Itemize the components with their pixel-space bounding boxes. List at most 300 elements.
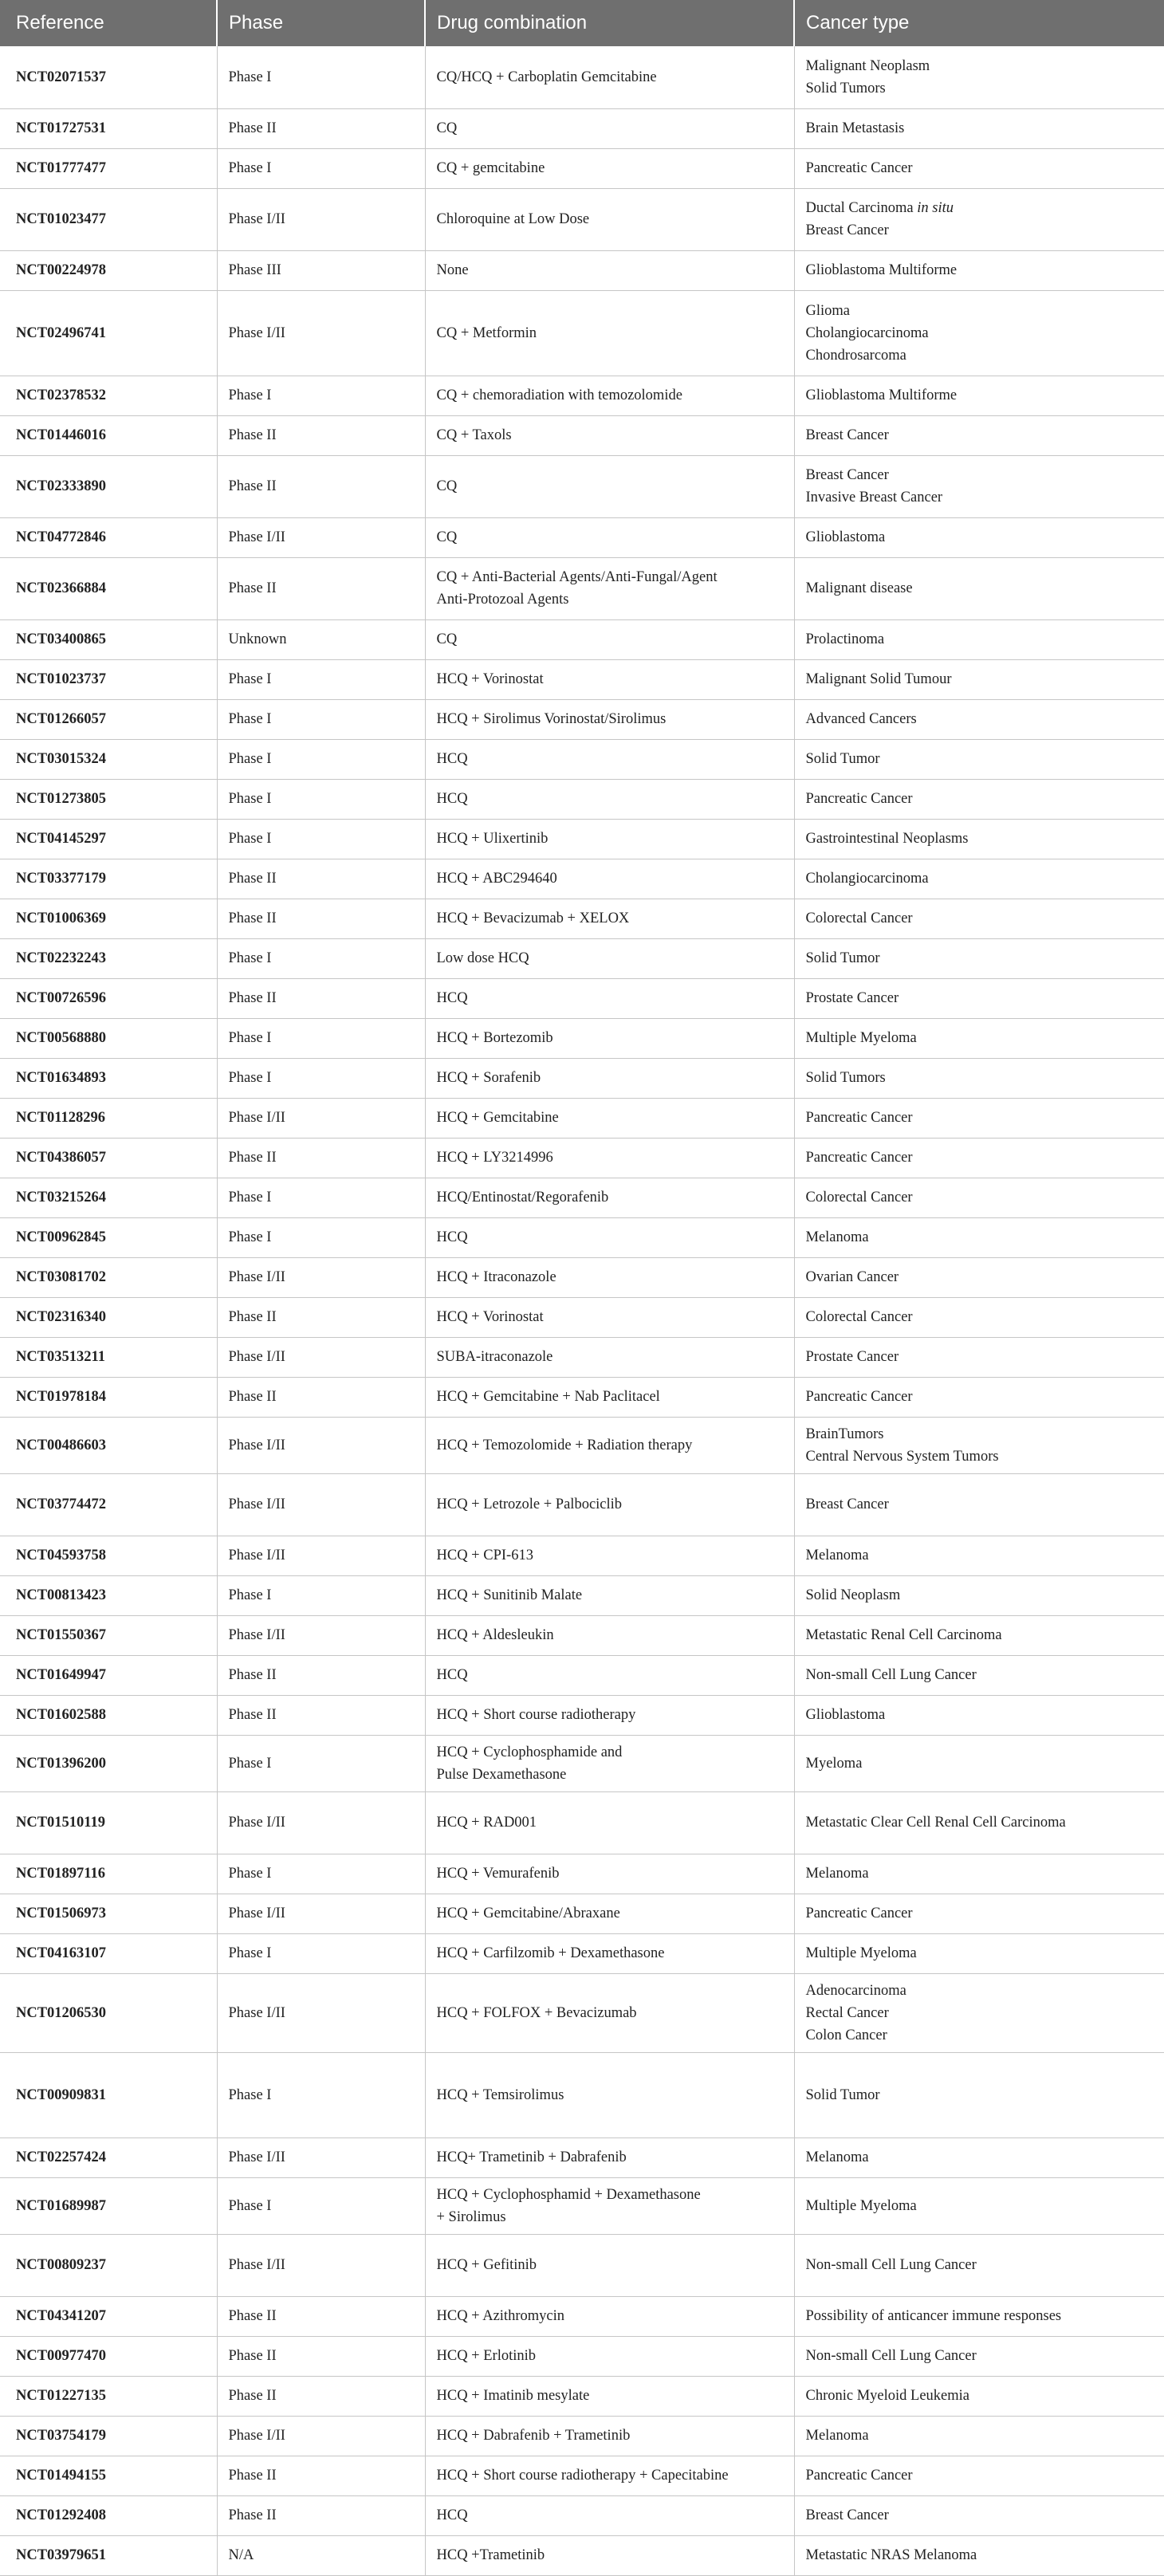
drug-line: HCQ + Aldesleukin bbox=[437, 1624, 794, 1646]
drug-line: Chloroquine at Low Dose bbox=[437, 208, 794, 230]
cell-reference: NCT04593758 bbox=[0, 1536, 217, 1575]
cell-cancer-type bbox=[794, 188, 1164, 250]
cell-drug-combination bbox=[425, 415, 794, 455]
cell-cancer-type bbox=[794, 1894, 1164, 1933]
cell-drug-combination bbox=[425, 659, 794, 699]
cell-phase: Phase I bbox=[217, 1178, 425, 1217]
cell-phase: Phase II bbox=[217, 1655, 425, 1695]
cell-cancer-type bbox=[794, 2495, 1164, 2535]
drug-line: HCQ + LY3214996 bbox=[437, 1146, 794, 1169]
cancer-line: Adenocarcinoma bbox=[806, 1980, 1164, 2002]
cell-reference: NCT02333890 bbox=[0, 455, 217, 517]
table-row bbox=[0, 2535, 1164, 2575]
cell-reference: NCT04341207 bbox=[0, 2296, 217, 2336]
cell-phase: Phase I bbox=[217, 739, 425, 779]
cell-phase: Phase I/II bbox=[217, 1257, 425, 1297]
cell-cancer-type bbox=[794, 1058, 1164, 1098]
cell-reference: NCT02316340 bbox=[0, 1297, 217, 1337]
cell-phase: Phase I bbox=[217, 1735, 425, 1791]
cell-reference: NCT00224978 bbox=[0, 250, 217, 290]
cell-phase: Phase II bbox=[217, 557, 425, 619]
cell-reference: NCT01494155 bbox=[0, 2456, 217, 2495]
cell-cancer-type bbox=[794, 2052, 1164, 2137]
header-reference: Reference bbox=[0, 0, 217, 46]
cell-cancer-type bbox=[794, 779, 1164, 819]
cell-cancer-type bbox=[794, 1655, 1164, 1695]
drug-line: CQ/HCQ + Carboplatin Gemcitabine bbox=[437, 66, 794, 88]
cell-reference: NCT04145297 bbox=[0, 819, 217, 859]
table-row bbox=[0, 2177, 1164, 2234]
cell-drug-combination bbox=[425, 2456, 794, 2495]
cell-reference: NCT00813423 bbox=[0, 1575, 217, 1615]
cell-phase: Phase I bbox=[217, 659, 425, 699]
cell-cancer-type bbox=[794, 1473, 1164, 1536]
cell-reference: NCT04386057 bbox=[0, 1138, 217, 1178]
cell-reference: NCT03377179 bbox=[0, 859, 217, 899]
cell-drug-combination bbox=[425, 1854, 794, 1894]
drug-line: HCQ + Dabrafenib + Trametinib bbox=[437, 2425, 794, 2447]
drug-line: HCQ + Short course radiotherapy bbox=[437, 1704, 794, 1726]
cancer-line: Metastatic NRAS Melanoma bbox=[806, 2544, 1164, 2566]
cell-drug-combination bbox=[425, 1297, 794, 1337]
drug-line: Low dose HCQ bbox=[437, 947, 794, 969]
cell-phase: Phase III bbox=[217, 250, 425, 290]
cell-cancer-type bbox=[794, 2456, 1164, 2495]
cell-cancer-type bbox=[794, 108, 1164, 148]
header-drug-combination: Drug combination bbox=[425, 0, 794, 46]
cell-reference: NCT03979651 bbox=[0, 2535, 217, 2575]
cell-drug-combination bbox=[425, 1735, 794, 1791]
cancer-line: Solid Neoplasm bbox=[806, 1584, 1164, 1607]
cell-drug-combination bbox=[425, 1933, 794, 1973]
drug-line: CQ + Anti-Bacterial Agents/Anti-Fungal/Agent bbox=[437, 566, 794, 588]
cancer-line: Central Nervous System Tumors bbox=[806, 1445, 1164, 1468]
cell-phase: Phase II bbox=[217, 2456, 425, 2495]
cell-cancer-type bbox=[794, 290, 1164, 376]
table-row bbox=[0, 1417, 1164, 1473]
cell-cancer-type bbox=[794, 619, 1164, 659]
cancer-line: Ductal Carcinoma in situ bbox=[806, 197, 1164, 219]
cell-cancer-type bbox=[794, 1791, 1164, 1854]
cancer-line: Solid Tumor bbox=[806, 947, 1164, 969]
cell-drug-combination bbox=[425, 2137, 794, 2177]
cancer-line: Non-small Cell Lung Cancer bbox=[806, 2345, 1164, 2367]
cell-cancer-type bbox=[794, 148, 1164, 188]
cell-phase: Phase II bbox=[217, 415, 425, 455]
cell-drug-combination bbox=[425, 899, 794, 938]
cell-drug-combination bbox=[425, 859, 794, 899]
drug-line: HCQ bbox=[437, 748, 794, 770]
table-row bbox=[0, 699, 1164, 739]
drug-line: CQ + gemcitabine bbox=[437, 157, 794, 179]
cell-phase: Phase II bbox=[217, 455, 425, 517]
table-body bbox=[0, 46, 1164, 2575]
cell-phase: Phase I bbox=[217, 1933, 425, 1973]
cancer-line: Gastrointestinal Neoplasms bbox=[806, 828, 1164, 850]
drug-line: CQ bbox=[437, 526, 794, 549]
drug-line: HCQ + Gemcitabine bbox=[437, 1107, 794, 1129]
table-row bbox=[0, 1536, 1164, 1575]
drug-line: HCQ + Temsirolimus bbox=[437, 2084, 794, 2106]
cell-reference: NCT03513211 bbox=[0, 1337, 217, 1377]
cancer-line: Solid Tumor bbox=[806, 748, 1164, 770]
table-row bbox=[0, 1735, 1164, 1791]
cell-reference: NCT02071537 bbox=[0, 46, 217, 108]
cell-reference: NCT01550367 bbox=[0, 1615, 217, 1655]
drug-line: HCQ + Erlotinib bbox=[437, 2345, 794, 2367]
cell-drug-combination bbox=[425, 2495, 794, 2535]
cancer-line: Melanoma bbox=[806, 1544, 1164, 1567]
cancer-line: Cholangiocarcinoma bbox=[806, 322, 1164, 344]
cell-reference: NCT01649947 bbox=[0, 1655, 217, 1695]
cell-cancer-type bbox=[794, 859, 1164, 899]
cell-drug-combination bbox=[425, 1058, 794, 1098]
cell-cancer-type bbox=[794, 1695, 1164, 1735]
cancer-line: Chondrosarcoma bbox=[806, 344, 1164, 367]
cancer-line: Pancreatic Cancer bbox=[806, 788, 1164, 810]
cell-cancer-type bbox=[794, 1417, 1164, 1473]
cell-phase: Phase I/II bbox=[217, 517, 425, 557]
drug-line: HCQ + Sorafenib bbox=[437, 1067, 794, 1089]
cell-phase: Phase I bbox=[217, 1217, 425, 1257]
cancer-line: Melanoma bbox=[806, 1862, 1164, 1885]
cell-cancer-type bbox=[794, 376, 1164, 415]
cancer-line: Brain Metastasis bbox=[806, 117, 1164, 140]
drug-line: + Sirolimus bbox=[437, 2206, 794, 2228]
cell-drug-combination bbox=[425, 1217, 794, 1257]
cancer-line: Solid Tumors bbox=[806, 1067, 1164, 1089]
cell-phase: Phase I/II bbox=[217, 1417, 425, 1473]
cancer-line: Breast Cancer bbox=[806, 424, 1164, 446]
cell-drug-combination bbox=[425, 2336, 794, 2376]
cell-phase: Phase I/II bbox=[217, 1473, 425, 1536]
cell-reference: NCT03081702 bbox=[0, 1257, 217, 1297]
cell-drug-combination bbox=[425, 1178, 794, 1217]
drug-line: CQ + chemoradiation with temozolomide bbox=[437, 384, 794, 407]
cell-phase: Phase I bbox=[217, 819, 425, 859]
cell-cancer-type bbox=[794, 739, 1164, 779]
cell-drug-combination bbox=[425, 2535, 794, 2575]
cell-reference: NCT00726596 bbox=[0, 978, 217, 1018]
cell-phase: Phase I/II bbox=[217, 290, 425, 376]
cell-drug-combination bbox=[425, 188, 794, 250]
cell-cancer-type bbox=[794, 46, 1164, 108]
cell-cancer-type bbox=[794, 1575, 1164, 1615]
cell-drug-combination bbox=[425, 376, 794, 415]
drug-line: CQ + Metformin bbox=[437, 322, 794, 344]
cancer-line: Colorectal Cancer bbox=[806, 1186, 1164, 1209]
drug-line: HCQ + FOLFOX + Bevacizumab bbox=[437, 2002, 794, 2024]
drug-line: HCQ + Cyclophosphamide and bbox=[437, 1741, 794, 1764]
table-row bbox=[0, 46, 1164, 108]
cell-cancer-type bbox=[794, 2535, 1164, 2575]
cell-cancer-type bbox=[794, 1735, 1164, 1791]
cell-drug-combination bbox=[425, 978, 794, 1018]
cell-cancer-type bbox=[794, 557, 1164, 619]
cell-reference: NCT01396200 bbox=[0, 1735, 217, 1791]
drug-line: HCQ + Cyclophosphamid + Dexamethasone bbox=[437, 2184, 794, 2206]
cell-phase: Phase II bbox=[217, 2376, 425, 2416]
drug-line: HCQ + Vorinostat bbox=[437, 1306, 794, 1328]
cell-drug-combination bbox=[425, 1138, 794, 1178]
cell-drug-combination bbox=[425, 2416, 794, 2456]
cancer-line: Non-small Cell Lung Cancer bbox=[806, 2254, 1164, 2276]
table-row bbox=[0, 1098, 1164, 1138]
drug-line: HCQ + Carfilzomib + Dexamethasone bbox=[437, 1942, 794, 1964]
table-row bbox=[0, 938, 1164, 978]
table-row bbox=[0, 1337, 1164, 1377]
cell-reference: NCT00486603 bbox=[0, 1417, 217, 1473]
table-row bbox=[0, 619, 1164, 659]
table-row bbox=[0, 2416, 1164, 2456]
cell-cancer-type bbox=[794, 1377, 1164, 1417]
cell-cancer-type bbox=[794, 1018, 1164, 1058]
cancer-line: Pancreatic Cancer bbox=[806, 1386, 1164, 1408]
cancer-line: Colorectal Cancer bbox=[806, 1306, 1164, 1328]
table-row bbox=[0, 2336, 1164, 2376]
cancer-line: Cholangiocarcinoma bbox=[806, 867, 1164, 890]
table-row bbox=[0, 1473, 1164, 1536]
table-row bbox=[0, 859, 1164, 899]
cell-cancer-type bbox=[794, 1217, 1164, 1257]
drug-line: HCQ bbox=[437, 1226, 794, 1249]
cell-cancer-type bbox=[794, 1178, 1164, 1217]
table-row bbox=[0, 978, 1164, 1018]
table-row bbox=[0, 1217, 1164, 1257]
cell-reference: NCT01689987 bbox=[0, 2177, 217, 2234]
cell-drug-combination bbox=[425, 1791, 794, 1854]
cell-reference: NCT03754179 bbox=[0, 2416, 217, 2456]
cell-phase: Phase II bbox=[217, 1695, 425, 1735]
table-header bbox=[0, 0, 1164, 46]
cell-drug-combination bbox=[425, 2234, 794, 2296]
cell-phase: Phase I/II bbox=[217, 2416, 425, 2456]
cancer-line: Prolactinoma bbox=[806, 628, 1164, 651]
cancer-line: Breast Cancer bbox=[806, 2504, 1164, 2527]
drug-line: HCQ + Gemcitabine + Nab Paclitacel bbox=[437, 1386, 794, 1408]
cell-drug-combination bbox=[425, 1536, 794, 1575]
cancer-line: Pancreatic Cancer bbox=[806, 1146, 1164, 1169]
drug-line: HCQ + Bevacizumab + XELOX bbox=[437, 907, 794, 930]
cancer-line: Invasive Breast Cancer bbox=[806, 486, 1164, 509]
cell-reference: NCT00909831 bbox=[0, 2052, 217, 2137]
cell-drug-combination bbox=[425, 2296, 794, 2336]
cell-drug-combination bbox=[425, 557, 794, 619]
cell-drug-combination bbox=[425, 1894, 794, 1933]
table-row bbox=[0, 659, 1164, 699]
cancer-line: Advanced Cancers bbox=[806, 708, 1164, 730]
drug-line: HCQ bbox=[437, 788, 794, 810]
cell-drug-combination bbox=[425, 1377, 794, 1417]
cell-cancer-type bbox=[794, 1615, 1164, 1655]
cell-reference: NCT00568880 bbox=[0, 1018, 217, 1058]
cancer-line: BrainTumors bbox=[806, 1423, 1164, 1445]
cell-reference: NCT01006369 bbox=[0, 899, 217, 938]
header-cancer-type: Cancer type bbox=[794, 0, 1164, 46]
cell-phase: Phase II bbox=[217, 2336, 425, 2376]
cell-cancer-type bbox=[794, 659, 1164, 699]
cancer-line: Pancreatic Cancer bbox=[806, 157, 1164, 179]
cell-drug-combination bbox=[425, 699, 794, 739]
table-row bbox=[0, 290, 1164, 376]
cell-drug-combination bbox=[425, 2052, 794, 2137]
cell-phase: Phase I bbox=[217, 938, 425, 978]
cancer-line: Possibility of anticancer immune responses bbox=[806, 2305, 1164, 2327]
table-row bbox=[0, 1894, 1164, 1933]
cell-reference: NCT01510119 bbox=[0, 1791, 217, 1854]
cancer-line: Pancreatic Cancer bbox=[806, 2464, 1164, 2487]
table-row bbox=[0, 2495, 1164, 2535]
cell-phase: N/A bbox=[217, 2535, 425, 2575]
cell-reference: NCT04772846 bbox=[0, 517, 217, 557]
drug-line: HCQ/Entinostat/Regorafenib bbox=[437, 1186, 794, 1209]
cell-cancer-type bbox=[794, 415, 1164, 455]
table-row bbox=[0, 1615, 1164, 1655]
cell-reference: NCT02378532 bbox=[0, 376, 217, 415]
cell-reference: NCT03400865 bbox=[0, 619, 217, 659]
cell-phase: Phase I/II bbox=[217, 2234, 425, 2296]
table-row bbox=[0, 108, 1164, 148]
cancer-line: Melanoma bbox=[806, 1226, 1164, 1249]
table-row bbox=[0, 2137, 1164, 2177]
table-row bbox=[0, 739, 1164, 779]
cell-drug-combination bbox=[425, 455, 794, 517]
cell-phase: Phase I/II bbox=[217, 1791, 425, 1854]
cell-cancer-type bbox=[794, 2234, 1164, 2296]
drug-line: HCQ + Bortezomib bbox=[437, 1027, 794, 1049]
drug-line: CQ bbox=[437, 475, 794, 498]
cell-reference: NCT01978184 bbox=[0, 1377, 217, 1417]
table-row bbox=[0, 1297, 1164, 1337]
drug-line: HCQ + CPI-613 bbox=[437, 1544, 794, 1567]
drug-line: Pulse Dexamethasone bbox=[437, 1764, 794, 1786]
cell-phase: Phase II bbox=[217, 2495, 425, 2535]
cancer-line: Breast Cancer bbox=[806, 1493, 1164, 1516]
cell-reference: NCT01446016 bbox=[0, 415, 217, 455]
table-row bbox=[0, 1058, 1164, 1098]
table-row bbox=[0, 2052, 1164, 2137]
cell-reference: NCT01727531 bbox=[0, 108, 217, 148]
cancer-line: Breast Cancer bbox=[806, 464, 1164, 486]
cancer-line: Rectal Cancer bbox=[806, 2002, 1164, 2024]
drug-line: HCQ + Imatinib mesylate bbox=[437, 2385, 794, 2407]
cancer-line: Prostate Cancer bbox=[806, 1346, 1164, 1368]
cell-reference: NCT04163107 bbox=[0, 1933, 217, 1973]
cancer-line: Malignant Solid Tumour bbox=[806, 668, 1164, 690]
cell-cancer-type bbox=[794, 1337, 1164, 1377]
drug-line: HCQ +Trametinib bbox=[437, 2544, 794, 2566]
cell-cancer-type bbox=[794, 2296, 1164, 2336]
cancer-line: Non-small Cell Lung Cancer bbox=[806, 1664, 1164, 1686]
cell-phase: Phase I bbox=[217, 1018, 425, 1058]
cell-drug-combination bbox=[425, 739, 794, 779]
cell-drug-combination bbox=[425, 46, 794, 108]
table-row bbox=[0, 188, 1164, 250]
cell-reference: NCT01023737 bbox=[0, 659, 217, 699]
cell-drug-combination bbox=[425, 619, 794, 659]
cancer-line: Multiple Myeloma bbox=[806, 1942, 1164, 1964]
drug-line: HCQ bbox=[437, 987, 794, 1009]
table-row bbox=[0, 2456, 1164, 2495]
cell-drug-combination bbox=[425, 1695, 794, 1735]
cell-cancer-type bbox=[794, 1973, 1164, 2052]
cell-drug-combination bbox=[425, 1615, 794, 1655]
header-row bbox=[0, 0, 1164, 46]
drug-line: HCQ + Ulixertinib bbox=[437, 828, 794, 850]
cancer-line: Pancreatic Cancer bbox=[806, 1107, 1164, 1129]
cell-drug-combination bbox=[425, 1257, 794, 1297]
cell-cancer-type bbox=[794, 938, 1164, 978]
cell-reference: NCT01266057 bbox=[0, 699, 217, 739]
table-row bbox=[0, 517, 1164, 557]
drug-line: HCQ + Itraconazole bbox=[437, 1266, 794, 1288]
cell-reference: NCT00809237 bbox=[0, 2234, 217, 2296]
cell-cancer-type bbox=[794, 455, 1164, 517]
cell-phase: Phase I bbox=[217, 2177, 425, 2234]
table-row bbox=[0, 148, 1164, 188]
cell-reference: NCT01292408 bbox=[0, 2495, 217, 2535]
table-row bbox=[0, 779, 1164, 819]
cell-cancer-type bbox=[794, 2336, 1164, 2376]
cell-cancer-type bbox=[794, 1098, 1164, 1138]
cell-phase: Phase I bbox=[217, 1854, 425, 1894]
cell-phase: Phase I/II bbox=[217, 1337, 425, 1377]
table-row bbox=[0, 2234, 1164, 2296]
cell-drug-combination bbox=[425, 148, 794, 188]
cell-cancer-type bbox=[794, 2177, 1164, 2234]
cell-drug-combination bbox=[425, 1655, 794, 1695]
drug-line: Anti-Protozoal Agents bbox=[437, 588, 794, 611]
cell-cancer-type bbox=[794, 1933, 1164, 1973]
cancer-line: Glioblastoma Multiforme bbox=[806, 384, 1164, 407]
cell-cancer-type bbox=[794, 819, 1164, 859]
cell-cancer-type bbox=[794, 517, 1164, 557]
cell-cancer-type bbox=[794, 1257, 1164, 1297]
cell-reference: NCT01602588 bbox=[0, 1695, 217, 1735]
cell-drug-combination bbox=[425, 1575, 794, 1615]
cell-phase: Phase I bbox=[217, 699, 425, 739]
cell-phase: Phase I bbox=[217, 46, 425, 108]
cancer-line: Glioma bbox=[806, 300, 1164, 322]
cell-reference: NCT00977470 bbox=[0, 2336, 217, 2376]
cell-phase: Phase I/II bbox=[217, 188, 425, 250]
table-row bbox=[0, 1933, 1164, 1973]
cell-reference: NCT01506973 bbox=[0, 1894, 217, 1933]
cell-drug-combination bbox=[425, 250, 794, 290]
cell-cancer-type bbox=[794, 1854, 1164, 1894]
cell-phase: Phase I bbox=[217, 1575, 425, 1615]
table-row bbox=[0, 1695, 1164, 1735]
drug-line: HCQ + RAD001 bbox=[437, 1811, 794, 1834]
cell-drug-combination bbox=[425, 290, 794, 376]
table-row bbox=[0, 1575, 1164, 1615]
cell-reference: NCT02366884 bbox=[0, 557, 217, 619]
cell-phase: Phase I bbox=[217, 148, 425, 188]
cell-phase: Phase II bbox=[217, 978, 425, 1018]
cell-phase: Phase I bbox=[217, 779, 425, 819]
table-row bbox=[0, 1655, 1164, 1695]
table-row bbox=[0, 376, 1164, 415]
cell-drug-combination bbox=[425, 779, 794, 819]
cell-cancer-type bbox=[794, 1536, 1164, 1575]
cancer-line: Malignant disease bbox=[806, 577, 1164, 600]
table-row bbox=[0, 2376, 1164, 2416]
cell-drug-combination bbox=[425, 2177, 794, 2234]
cell-reference: NCT00962845 bbox=[0, 1217, 217, 1257]
drug-line: HCQ + Temozolomide + Radiation therapy bbox=[437, 1434, 794, 1457]
cell-drug-combination bbox=[425, 1018, 794, 1058]
drug-line: HCQ + Letrozole + Palbociclib bbox=[437, 1493, 794, 1516]
